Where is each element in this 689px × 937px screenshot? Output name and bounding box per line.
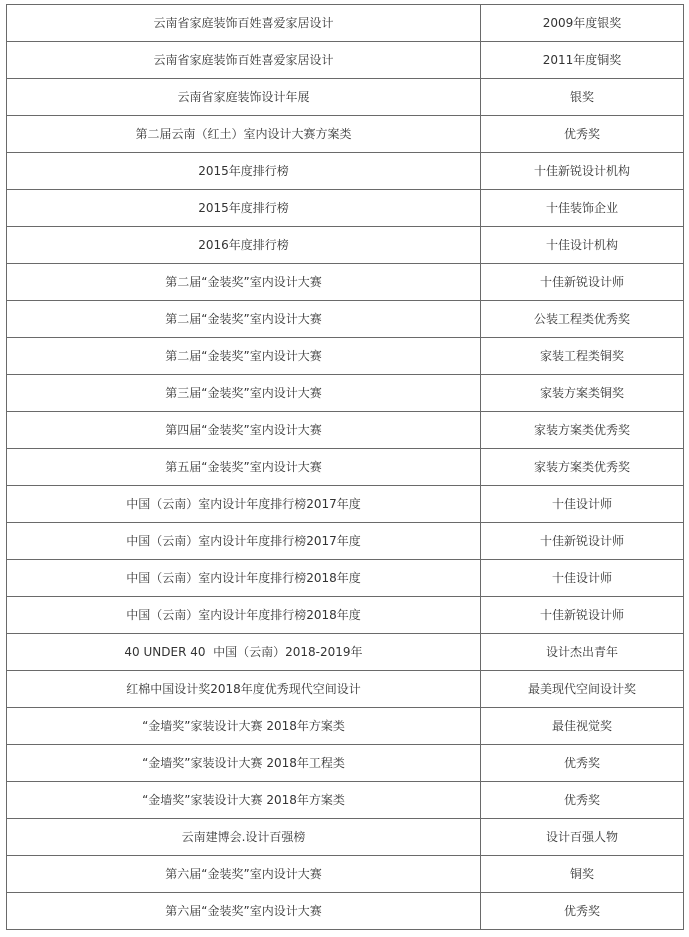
table-row bbox=[7, 634, 684, 671]
awards-table bbox=[6, 4, 684, 930]
table-row bbox=[7, 264, 684, 301]
award-cell: 十佳新锐设计师 bbox=[481, 597, 684, 634]
table-row bbox=[7, 5, 684, 42]
event-cell: 2015年度排行榜 bbox=[7, 190, 481, 227]
table-row bbox=[7, 190, 684, 227]
event-cell: 中国（云南）室内设计年度排行榜2017年度 bbox=[7, 486, 481, 523]
award-cell: 家装方案类铜奖 bbox=[481, 375, 684, 412]
event-cell: “金墙奖”家装设计大赛 2018年方案类 bbox=[7, 708, 481, 745]
event-cell: 第四届“金装奖”室内设计大赛 bbox=[7, 412, 481, 449]
award-cell: 2011年度铜奖 bbox=[481, 42, 684, 79]
table-row bbox=[7, 42, 684, 79]
event-cell: 2016年度排行榜 bbox=[7, 227, 481, 264]
event-cell: 红棉中国设计奖2018年度优秀现代空间设计 bbox=[7, 671, 481, 708]
award-cell: 最佳视觉奖 bbox=[481, 708, 684, 745]
award-cell: 2009年度银奖 bbox=[481, 5, 684, 42]
table-row bbox=[7, 412, 684, 449]
table-row bbox=[7, 782, 684, 819]
table-row bbox=[7, 856, 684, 893]
event-cell: “金墙奖”家装设计大赛 2018年工程类 bbox=[7, 745, 481, 782]
table-row bbox=[7, 338, 684, 375]
table-row bbox=[7, 375, 684, 412]
award-cell: 公装工程类优秀奖 bbox=[481, 301, 684, 338]
table-row bbox=[7, 523, 684, 560]
table-row bbox=[7, 708, 684, 745]
table-row bbox=[7, 116, 684, 153]
awards-table-container bbox=[6, 4, 683, 930]
table-row bbox=[7, 597, 684, 634]
award-cell: 家装方案类优秀奖 bbox=[481, 412, 684, 449]
award-cell: 十佳新锐设计机构 bbox=[481, 153, 684, 190]
award-cell: 十佳设计师 bbox=[481, 486, 684, 523]
award-cell: 银奖 bbox=[481, 79, 684, 116]
award-cell: 铜奖 bbox=[481, 856, 684, 893]
table-row bbox=[7, 671, 684, 708]
event-cell: 云南省家庭装饰设计年展 bbox=[7, 79, 481, 116]
event-cell: 中国（云南）室内设计年度排行榜2018年度 bbox=[7, 560, 481, 597]
event-cell: 第六届“金装奖”室内设计大赛 bbox=[7, 893, 481, 930]
event-cell: 第二届“金装奖”室内设计大赛 bbox=[7, 301, 481, 338]
award-cell: 家装工程类铜奖 bbox=[481, 338, 684, 375]
event-cell: 云南省家庭装饰百姓喜爱家居设计 bbox=[7, 42, 481, 79]
event-cell: 第五届“金装奖”室内设计大赛 bbox=[7, 449, 481, 486]
event-cell: 云南建博会.设计百强榜 bbox=[7, 819, 481, 856]
table-row bbox=[7, 819, 684, 856]
event-cell: “金墙奖”家装设计大赛 2018年方案类 bbox=[7, 782, 481, 819]
event-cell: 2015年度排行榜 bbox=[7, 153, 481, 190]
award-cell: 优秀奖 bbox=[481, 745, 684, 782]
event-cell: 40 UNDER 40 中国（云南）2018-2019年 bbox=[7, 634, 481, 671]
table-row bbox=[7, 745, 684, 782]
event-cell: 中国（云南）室内设计年度排行榜2017年度 bbox=[7, 523, 481, 560]
award-cell: 最美现代空间设计奖 bbox=[481, 671, 684, 708]
event-cell: 第六届“金装奖”室内设计大赛 bbox=[7, 856, 481, 893]
event-cell: 第二届“金装奖”室内设计大赛 bbox=[7, 264, 481, 301]
award-cell: 优秀奖 bbox=[481, 116, 684, 153]
award-cell: 设计百强人物 bbox=[481, 819, 684, 856]
table-row bbox=[7, 449, 684, 486]
table-row bbox=[7, 227, 684, 264]
awards-table-body bbox=[7, 5, 684, 930]
table-row bbox=[7, 893, 684, 930]
award-cell: 十佳设计机构 bbox=[481, 227, 684, 264]
award-cell: 优秀奖 bbox=[481, 893, 684, 930]
table-row bbox=[7, 153, 684, 190]
award-cell: 家装方案类优秀奖 bbox=[481, 449, 684, 486]
event-cell: 第二届云南（红土）室内设计大赛方案类 bbox=[7, 116, 481, 153]
event-cell: 第二届“金装奖”室内设计大赛 bbox=[7, 338, 481, 375]
table-row bbox=[7, 79, 684, 116]
award-cell: 优秀奖 bbox=[481, 782, 684, 819]
table-row bbox=[7, 560, 684, 597]
event-cell: 云南省家庭装饰百姓喜爱家居设计 bbox=[7, 5, 481, 42]
award-cell: 十佳装饰企业 bbox=[481, 190, 684, 227]
award-cell: 十佳新锐设计师 bbox=[481, 523, 684, 560]
award-cell: 十佳新锐设计师 bbox=[481, 264, 684, 301]
table-row bbox=[7, 486, 684, 523]
event-cell: 中国（云南）室内设计年度排行榜2018年度 bbox=[7, 597, 481, 634]
table-row bbox=[7, 301, 684, 338]
award-cell: 十佳设计师 bbox=[481, 560, 684, 597]
award-cell: 设计杰出青年 bbox=[481, 634, 684, 671]
event-cell: 第三届“金装奖”室内设计大赛 bbox=[7, 375, 481, 412]
